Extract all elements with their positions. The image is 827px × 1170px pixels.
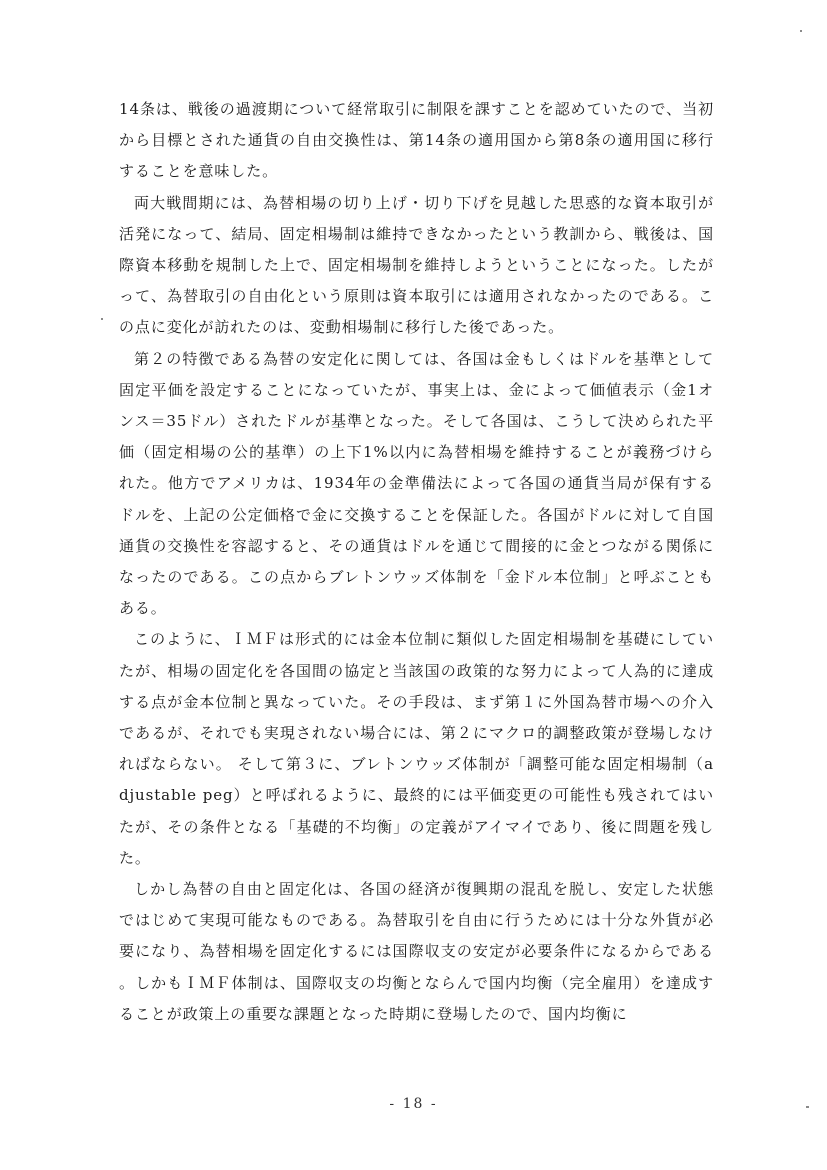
- paragraph-2: 両大戦間期には、為替相場の切り上げ・切り下げを見越した思惑的な資本取引が活発になって、結局、固定相場制は維持できなかったという教訓から、戦後は、国際資本移動を規制した上で、固定相場制を維持しようということになった。したがって、為替取引の自由化という原則は資本取引には適用されなかったのである。この点に変化が訪れたのは、変動相場制に移行した後であった。: [119, 193, 714, 337]
- scan-mark-top: [800, 30, 802, 32]
- paragraph-1: 14条は、戦後の過渡期について経常取引に制限を課すことを認めていたので、当初から目標とされた通貨の自由交換性は、第14条の適用国から第8条の適用国に移行することを意味した。: [119, 100, 714, 181]
- page-number: - 18 -: [389, 1096, 438, 1112]
- scan-mark-bottom: [806, 1106, 809, 1108]
- body-text: [119, 94, 714, 1030]
- scan-mark-left: [101, 318, 103, 320]
- paragraph-3: 第２の特徴である為替の安定化に関しては、各国は金もしくはドルを基準として固定平価を設定することになっていたが、事実上は、金によって価値表示（金1オンス＝35ドル）されたドルが基準となった。そして各国は、こうして決められた平価（固定相場の公的基準）の上下1%以内に為替相場を維持することが義務づけられた。他方でアメリカは、1934年の金準備法によって各国の通貨当局が保有するドルを、上記の公定価格で金に交換することを保証した。各国がドルに対して自国通貨の交換性を容認すると、その通貨はドルを通じて間接的に金とつながる関係になったのである。この点からブレトンウッズ体制を「金ドル本位制」と呼ぶこともある。: [119, 349, 714, 618]
- paragraph-4: このように、ＩＭＦは形式的には金本位制に類似した固定相場制を基礎にしていたが、相場の固定化を各国間の協定と当該国の政策的な努力によって人為的に達成する点が金本位制と異なっていた。その手段は、まず第１に外国為替市場への介入であるが、それでも実現されない場合には、第２にマクロ的調整政策が登場しなければならない。 そして第３に、ブレトンウッズ体制が「調整可能な固定相場制（adjustable peg）と呼ばれるように、最終的には平価変更の可能性も残されてはいたが、その条件となる「基礎的不均衡」の定義がアイマイであり、後に問題を残した。: [119, 630, 714, 867]
- paragraph-5: しかし為替の自由と固定化は、各国の経済が復興期の混乱を脱し、安定した状態ではじめて実現可能なものである。為替取引を自由に行うためには十分な外貨が必要になり、為替相場を固定化するには国際収支の安定が必要条件になるからである。しかもＩＭＦ体制は、国際収支の均衡とならんで国内均衡（完全雇用）を達成することが政策上の重要な課題となった時期に登場したので、国内均衡に: [119, 880, 714, 1023]
